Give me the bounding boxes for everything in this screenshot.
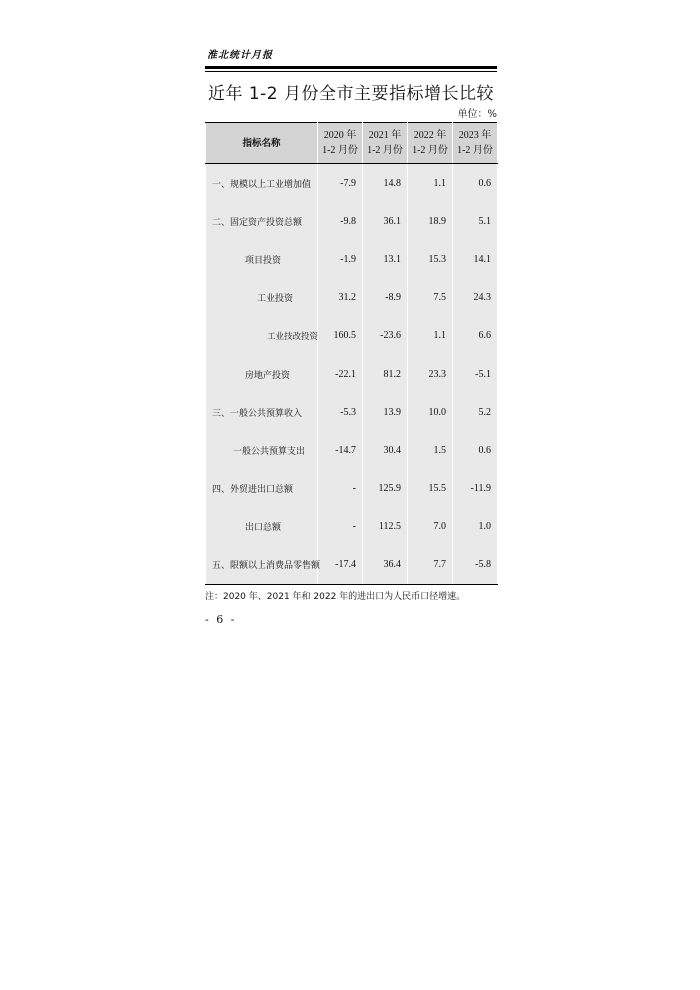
cell-2023: 5.1: [453, 202, 498, 240]
table-row: [206, 393, 498, 431]
cell-2020: -1.9: [318, 240, 363, 278]
row-label: 工业技改投资: [206, 317, 318, 355]
cell-2022: 23.3: [408, 355, 453, 393]
table-row: [206, 546, 498, 585]
cell-2020: -5.3: [318, 393, 363, 431]
cell-2022: 7.5: [408, 279, 453, 317]
cell-2023: 1.0: [453, 508, 498, 546]
cell-2022: 1.5: [408, 431, 453, 469]
publication-header: 淮北统计月报: [207, 50, 273, 61]
cell-2021: -23.6: [363, 317, 408, 355]
table-row: [206, 508, 498, 546]
row-label: 一般公共预算支出: [206, 431, 318, 469]
column-header-indicator: 指标名称: [206, 123, 318, 164]
cell-2020: -9.8: [318, 202, 363, 240]
table-row: [206, 355, 498, 393]
cell-2021: 13.9: [363, 393, 408, 431]
cell-2020: 160.5: [318, 317, 363, 355]
column-header-2022: 2022 年 1-2 月份: [408, 123, 453, 164]
cell-2023: 14.1: [453, 240, 498, 278]
row-label: 项目投资: [206, 240, 318, 278]
table-row: [206, 240, 498, 278]
indicator-table: [205, 122, 498, 585]
table-row: [206, 164, 498, 203]
cell-2020: -17.4: [318, 546, 363, 585]
cell-2020: 31.2: [318, 279, 363, 317]
row-label: 二、固定资产投资总额: [206, 202, 318, 240]
cell-2020: -14.7: [318, 431, 363, 469]
cell-2023: 0.6: [453, 431, 498, 469]
table-row: [206, 202, 498, 240]
footnote: 注：2020 年、2021 年和 2022 年的进出口为人民币口径增速。: [205, 592, 466, 603]
cell-2020: -: [318, 508, 363, 546]
cell-2023: -11.9: [453, 470, 498, 508]
table-row: [206, 470, 498, 508]
table-row: [206, 317, 498, 355]
cell-2020: -22.1: [318, 355, 363, 393]
report-page: [205, 48, 497, 628]
cell-2020: -: [318, 470, 363, 508]
cell-2021: 36.1: [363, 202, 408, 240]
cell-2021: 112.5: [363, 508, 408, 546]
row-label: 四、外贸进出口总额: [206, 470, 318, 508]
cell-2021: 13.1: [363, 240, 408, 278]
cell-2021: -8.9: [363, 279, 408, 317]
cell-2021: 81.2: [363, 355, 408, 393]
table-row: [206, 431, 498, 469]
cell-2022: 1.1: [408, 164, 453, 203]
cell-2023: 5.2: [453, 393, 498, 431]
row-label: 五、限额以上消费品零售额: [206, 546, 318, 585]
cell-2022: 15.5: [408, 470, 453, 508]
cell-2023: 6.6: [453, 317, 498, 355]
row-label: 出口总额: [206, 508, 318, 546]
row-label: 一、规模以上工业增加值: [206, 164, 318, 203]
cell-2022: 15.3: [408, 240, 453, 278]
cell-2023: -5.1: [453, 355, 498, 393]
header-rule-thin: [205, 71, 497, 72]
cell-2022: 7.0: [408, 508, 453, 546]
column-header-2021: 2021 年 1-2 月份: [363, 123, 408, 164]
cell-2022: 1.1: [408, 317, 453, 355]
cell-2021: 36.4: [363, 546, 408, 585]
unit-label: 单位：%: [457, 109, 497, 120]
cell-2023: 24.3: [453, 279, 498, 317]
header-rule-thick: [205, 66, 497, 69]
cell-2023: -5.8: [453, 546, 498, 585]
cell-2021: 30.4: [363, 431, 408, 469]
page-number: - 6 -: [205, 613, 237, 627]
table-header-row: [206, 123, 498, 164]
page-title: 近年 1-2 月份全市主要指标增长比较: [207, 84, 495, 104]
cell-2020: -7.9: [318, 164, 363, 203]
column-header-2020: 2020 年 1-2 月份: [318, 123, 363, 164]
cell-2023: 0.6: [453, 164, 498, 203]
column-header-2023: 2023 年 1-2 月份: [453, 123, 498, 164]
table-row: [206, 279, 498, 317]
row-label: 三、一般公共预算收入: [206, 393, 318, 431]
cell-2022: 18.9: [408, 202, 453, 240]
cell-2021: 125.9: [363, 470, 408, 508]
cell-2022: 7.7: [408, 546, 453, 585]
cell-2021: 14.8: [363, 164, 408, 203]
row-label: 工业投资: [206, 279, 318, 317]
row-label: 房地产投资: [206, 355, 318, 393]
cell-2022: 10.0: [408, 393, 453, 431]
